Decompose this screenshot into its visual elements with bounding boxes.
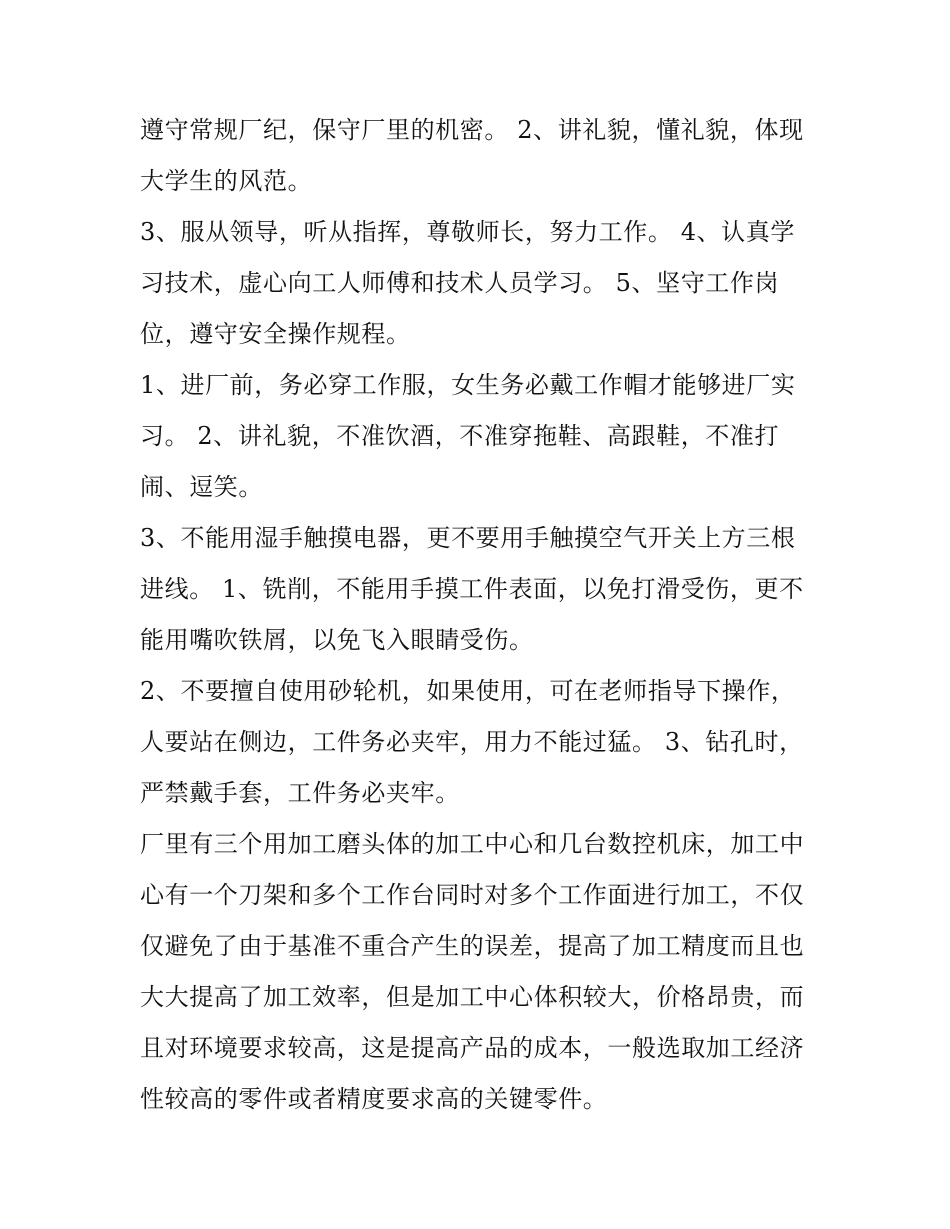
text-line: 2、不要擅自使用砂轮机，如果使用，可在老师指导下操作，: [140, 677, 796, 705]
text-line: 3、服从领导，听从指挥，尊敬师长，努力工作。 4、认真学: [140, 218, 795, 246]
text-line: 且对环境要求较高，这是提高产品的成本，一般选取加工经济: [140, 1034, 805, 1062]
text-line: 仅避免了由于基准不重合产生的误差，提高了加工精度而且也: [140, 932, 805, 960]
text-line: 3、不能用湿手触摸电器，更不要用手触摸空气开关上方三根: [140, 524, 796, 552]
text-line: 人要站在侧边，工件务必夹牢，用力不能过猛。 3、钻孔时，: [140, 728, 804, 756]
text-line: 1、进厂前，务必穿工作服，女生务必戴工作帽才能够进厂实: [140, 371, 796, 399]
text-line: 心有一个刀架和多个工作台同时对多个工作面进行加工，不仅: [140, 881, 805, 909]
text-line: 进线。 1、铣削，不能用手摸工件表面，以免打滑受伤，更不: [140, 575, 804, 603]
text-line: 严禁戴手套，工件务必夹牢。: [140, 779, 460, 807]
text-line: 大学生的风范。: [140, 167, 313, 195]
text-line: 习技术，虚心向工人师傅和技术人员学习。 5、坚守工作岗: [140, 269, 780, 297]
text-line: 闹、逗笑。: [140, 473, 263, 501]
text-line: 大大提高了加工效率，但是加工中心体积较大，价格昂贵，而: [140, 983, 805, 1011]
text-line: 性较高的零件或者精度要求高的关键零件。: [140, 1085, 608, 1113]
text-line: 习。 2、讲礼貌，不准饮酒，不准穿拖鞋、高跟鞋，不准打: [140, 422, 780, 450]
document-body: [140, 108, 820, 1128]
text-line: 能用嘴吹铁屑，以免飞入眼睛受伤。: [140, 626, 534, 654]
text-line: 厂里有三个用加工磨头体的加工中心和几台数控机床，加工中: [140, 830, 805, 858]
text-line: 遵守常规厂纪，保守厂里的机密。 2、讲礼貌，懂礼貌，体现: [140, 116, 804, 144]
text-line: 位，遵守安全操作规程。: [140, 320, 411, 348]
